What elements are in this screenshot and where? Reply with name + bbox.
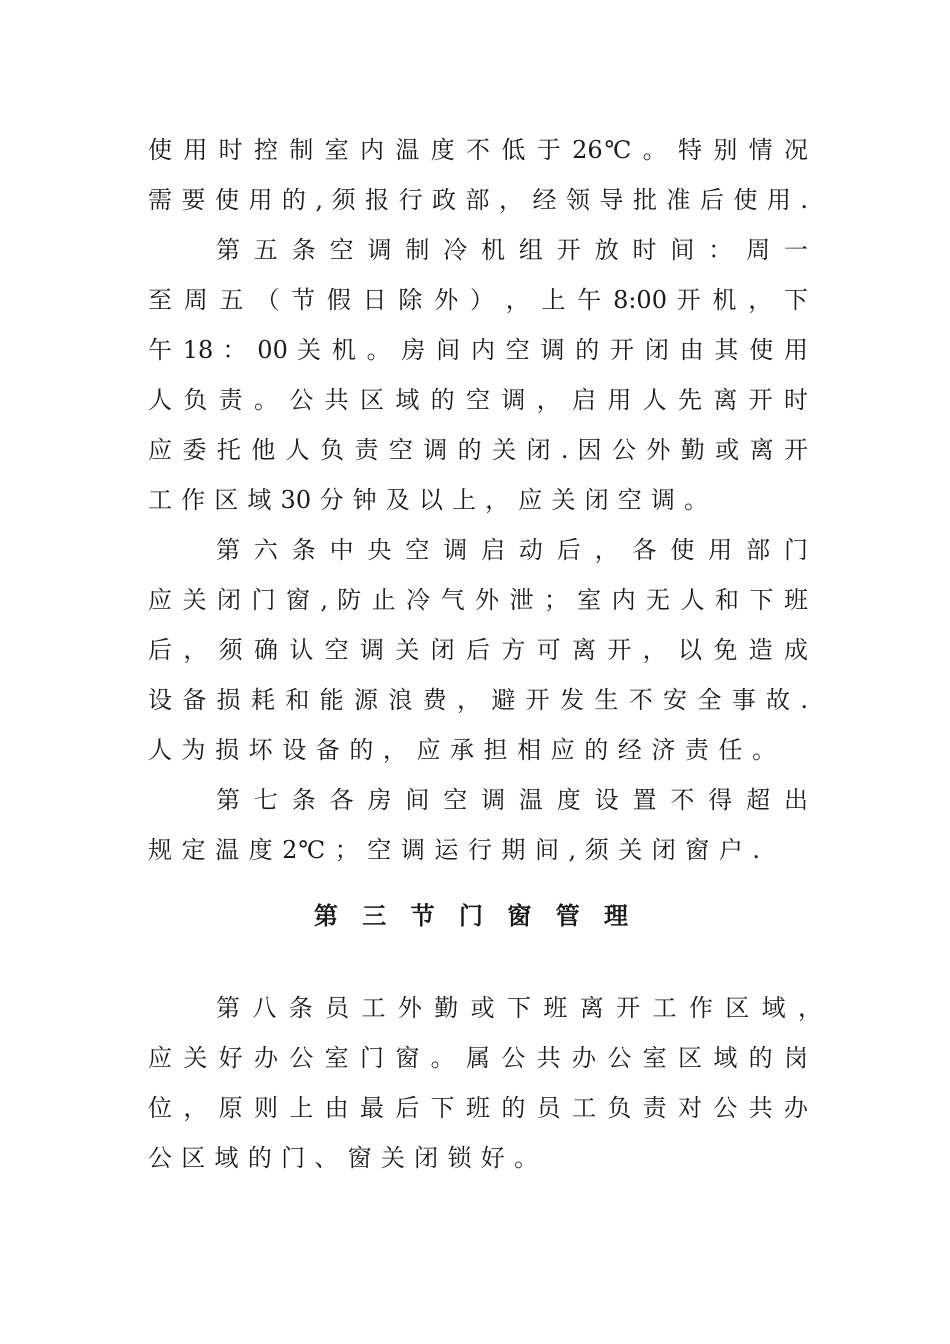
paragraph-line: 设 备 损 耗 和 能 源 浪 费 ， 避 开 发 生 不 安 全 事 故 .: [148, 686, 808, 714]
paragraph-line: 应 关 闭 门 窗 , 防 止 冷 气 外 泄 ； 室 内 无 人 和 下 班: [148, 586, 808, 614]
paragraph-line: 规 定 温 度 2℃ ； 空 调 运 行 期 间 , 须 关 闭 窗 户 .: [148, 836, 760, 864]
paragraph-line: 后 ， 须 确 认 空 调 关 闭 后 方 可 离 开 ， 以 免 造 成: [148, 636, 808, 664]
paragraph-line: 应 关 好 办 公 室 门 窗 。 属 公 共 办 公 室 区 域 的 岗: [148, 1044, 808, 1072]
paragraph-line: 人 负 责 。 公 共 区 域 的 空 调 ， 启 用 人 先 离 开 时: [148, 386, 808, 414]
article-8-line: 第 八 条 员 工 外 勤 或 下 班 离 开 工 作 区 域 ，: [216, 994, 822, 1022]
section-heading: 第 三 节 门 窗 管 理: [313, 901, 637, 930]
paragraph-line: 公 区 域 的 门 、 窗 关 闭 锁 好 。: [148, 1144, 538, 1172]
paragraph-line: 人 为 损 坏 设 备 的 ， 应 承 担 相 应 的 经 济 责 任 。: [148, 736, 776, 764]
paragraph-line: 工 作 区 域 30 分 钟 及 以 上 ， 应 关 闭 空 调 。: [148, 486, 708, 514]
paragraph-line: 位 ， 原 则 上 由 最 后 下 班 的 员 工 负 责 对 公 共 办: [148, 1094, 808, 1122]
paragraph-line: 使 用 时 控 制 室 内 温 度 不 低 于 26℃ 。 特 别 情 况: [148, 136, 808, 164]
paragraph-line: 应 委 托 他 人 负 责 空 调 的 关 闭 . 因 公 外 勤 或 离 开: [148, 436, 808, 464]
article-5-line: 第 五 条 空 调 制 冷 机 组 开 放 时 间 ： 周 一: [216, 236, 808, 264]
paragraph-line: 午 18 ： 00 关 机 。 房 间 内 空 调 的 开 闭 由 其 使 用: [148, 336, 808, 364]
article-6-line: 第 六 条 中 央 空 调 启 动 后 ， 各 使 用 部 门: [216, 536, 808, 564]
article-7-line: 第 七 条 各 房 间 空 调 温 度 设 置 不 得 超 出: [216, 786, 808, 814]
paragraph-line: 需 要 使 用 的 , 须 报 行 政 部 ， 经 领 导 批 准 后 使 用 .: [148, 186, 808, 214]
paragraph-line: 至 周 五 （ 节 假 日 除 外 ） ， 上 午 8:00 开 机 ， 下: [148, 286, 808, 314]
